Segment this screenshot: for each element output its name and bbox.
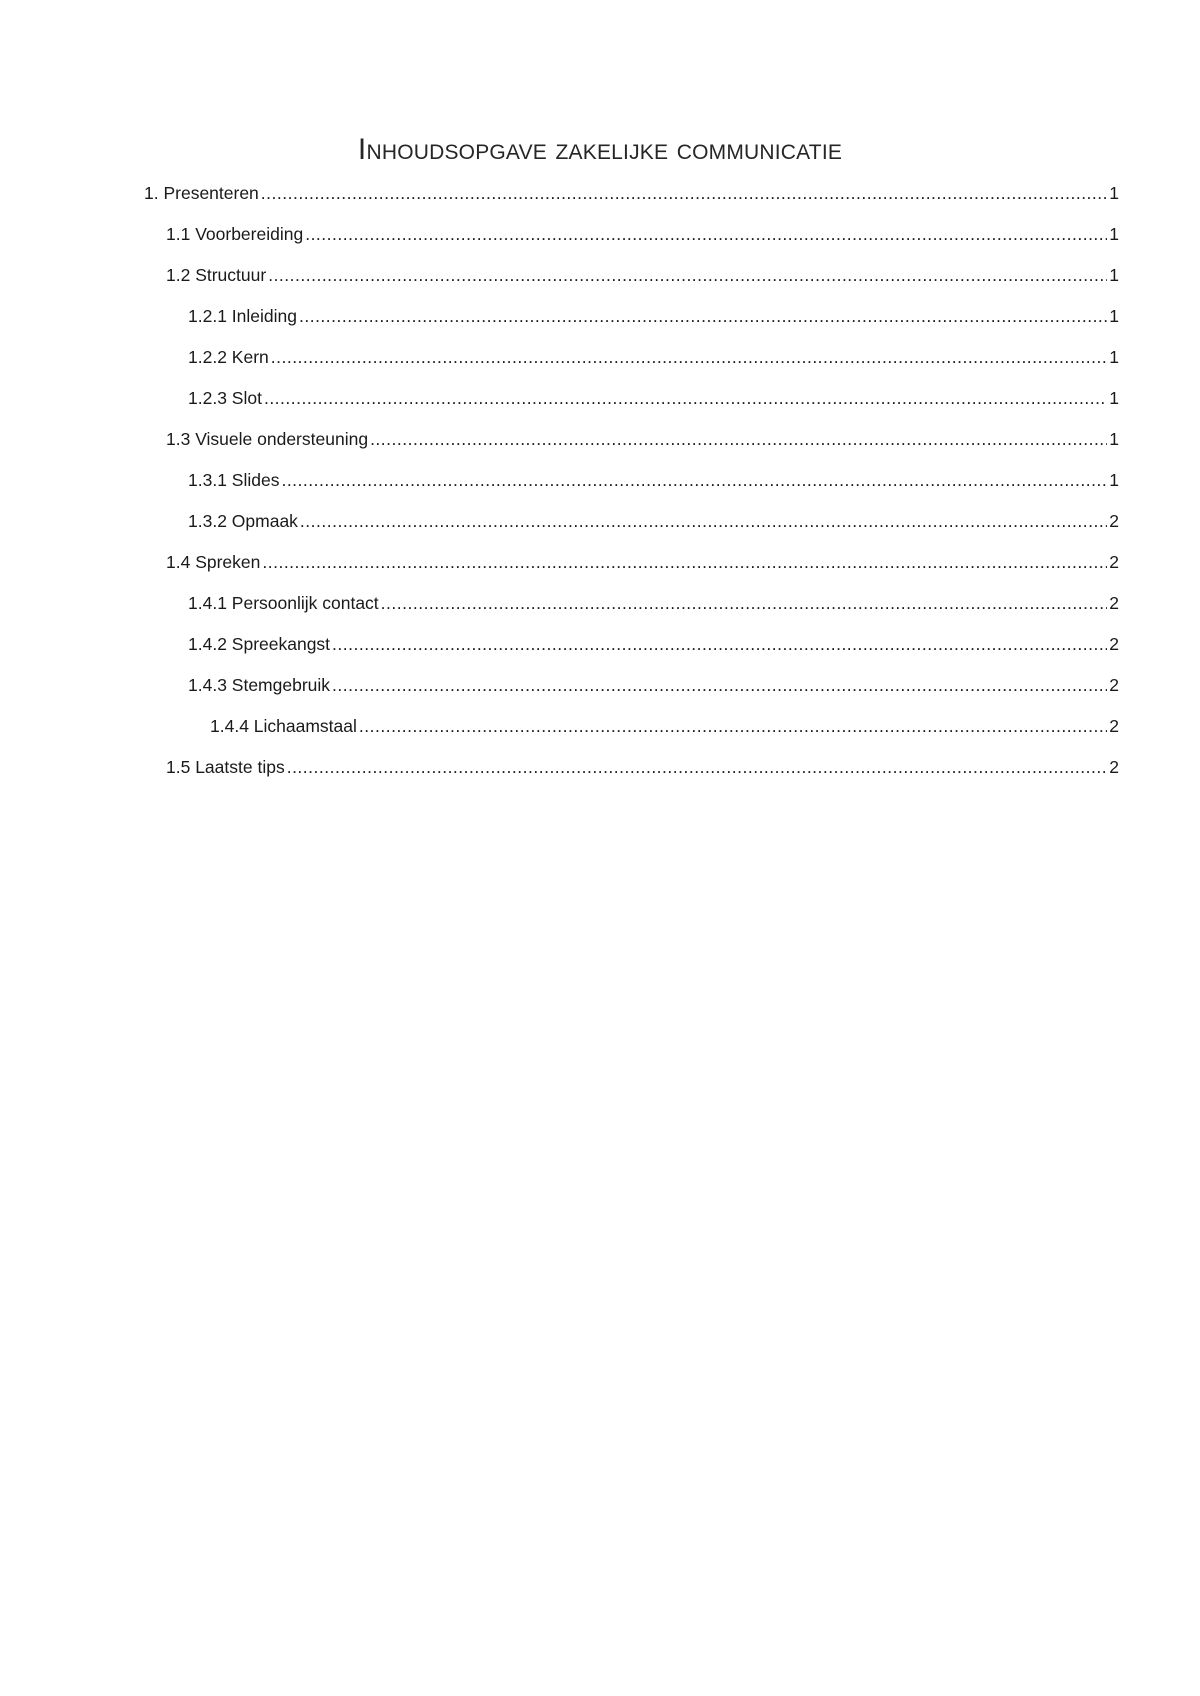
toc-entry-label: 1.4.4 Lichaamstaal <box>210 716 357 736</box>
toc-entry-label: 1.2.2 Kern <box>188 347 269 367</box>
toc-entry-label: 1.2.3 Slot <box>188 388 262 408</box>
toc-dot-leader <box>299 301 1107 331</box>
toc-dot-leader <box>370 424 1107 454</box>
toc-title: Inhoudsopgave zakelijke communicatie <box>357 133 843 166</box>
toc-entry-page-number: 2 <box>1109 675 1119 695</box>
toc-entry[interactable] <box>188 342 1119 372</box>
toc-entry-page-number: 1 <box>1109 183 1119 203</box>
toc-entry[interactable] <box>166 424 1119 454</box>
toc-entry-page-number: 2 <box>1109 634 1119 654</box>
toc-entry[interactable] <box>188 465 1119 495</box>
toc-entry-page-number: 2 <box>1109 716 1119 736</box>
toc-dot-leader <box>332 670 1107 700</box>
toc-dot-leader <box>287 752 1108 782</box>
toc-entry-label: 1.3.1 Slides <box>188 470 280 490</box>
toc-entry-label: 1.4.2 Spreekangst <box>188 634 331 654</box>
toc-entry-label: 1.3.2 Opmaak <box>188 511 298 531</box>
toc-dot-leader <box>264 383 1107 413</box>
toc-entry-label: 1. Presenteren <box>144 183 259 203</box>
toc-entry[interactable] <box>188 301 1119 331</box>
toc-entry-page-number: 1 <box>1109 388 1119 408</box>
toc-entry-page-number: 1 <box>1109 347 1119 367</box>
toc-entry[interactable] <box>188 629 1119 659</box>
toc-entry[interactable] <box>188 588 1119 618</box>
toc-entry[interactable] <box>188 506 1119 536</box>
toc-entry-page-number: 1 <box>1109 470 1119 490</box>
toc-entry[interactable] <box>188 383 1119 413</box>
toc-entry-page-number: 1 <box>1109 429 1119 449</box>
toc-entry[interactable] <box>166 219 1119 249</box>
toc-entry-page-number: 2 <box>1109 757 1119 777</box>
toc-dot-leader <box>305 219 1107 249</box>
toc-entry-label: 1.5 Laatste tips <box>166 757 285 777</box>
toc-entry[interactable] <box>188 670 1119 700</box>
toc-entry-label: 1.4.1 Persoonlijk contact <box>188 593 379 613</box>
toc-dot-leader <box>381 588 1108 618</box>
toc-entry-label: 1.2 Structuur <box>166 265 267 285</box>
toc-entry-label: 1.4 Spreken <box>166 552 261 572</box>
toc-entry[interactable] <box>144 178 1119 208</box>
toc-entry[interactable] <box>210 711 1119 741</box>
toc-entry[interactable] <box>166 547 1119 577</box>
toc-entry-page-number: 2 <box>1109 552 1119 572</box>
toc-dot-leader <box>261 178 1107 208</box>
toc-entry-page-number: 2 <box>1109 593 1119 613</box>
toc-entry-label: 1.3 Visuele ondersteuning <box>166 429 369 449</box>
toc-entry-label: 1.1 Voorbereiding <box>166 224 304 244</box>
toc-entry-page-number: 1 <box>1109 306 1119 326</box>
toc-dot-leader <box>300 506 1107 536</box>
toc-entry-page-number: 1 <box>1109 224 1119 244</box>
toc-entry-label: 1.2.1 Inleiding <box>188 306 297 326</box>
toc-dot-leader <box>359 711 1107 741</box>
toc-dot-leader <box>332 629 1107 659</box>
toc-entry[interactable] <box>166 752 1119 782</box>
toc-entry[interactable] <box>166 260 1119 290</box>
toc-dot-leader <box>262 547 1107 577</box>
toc-dot-leader <box>271 342 1108 372</box>
toc-dot-leader <box>281 465 1107 495</box>
toc-entry-page-number: 2 <box>1109 511 1119 531</box>
toc-entry-page-number: 1 <box>1109 265 1119 285</box>
toc-dot-leader <box>268 260 1107 290</box>
toc-entry-label: 1.4.3 Stemgebruik <box>188 675 331 695</box>
